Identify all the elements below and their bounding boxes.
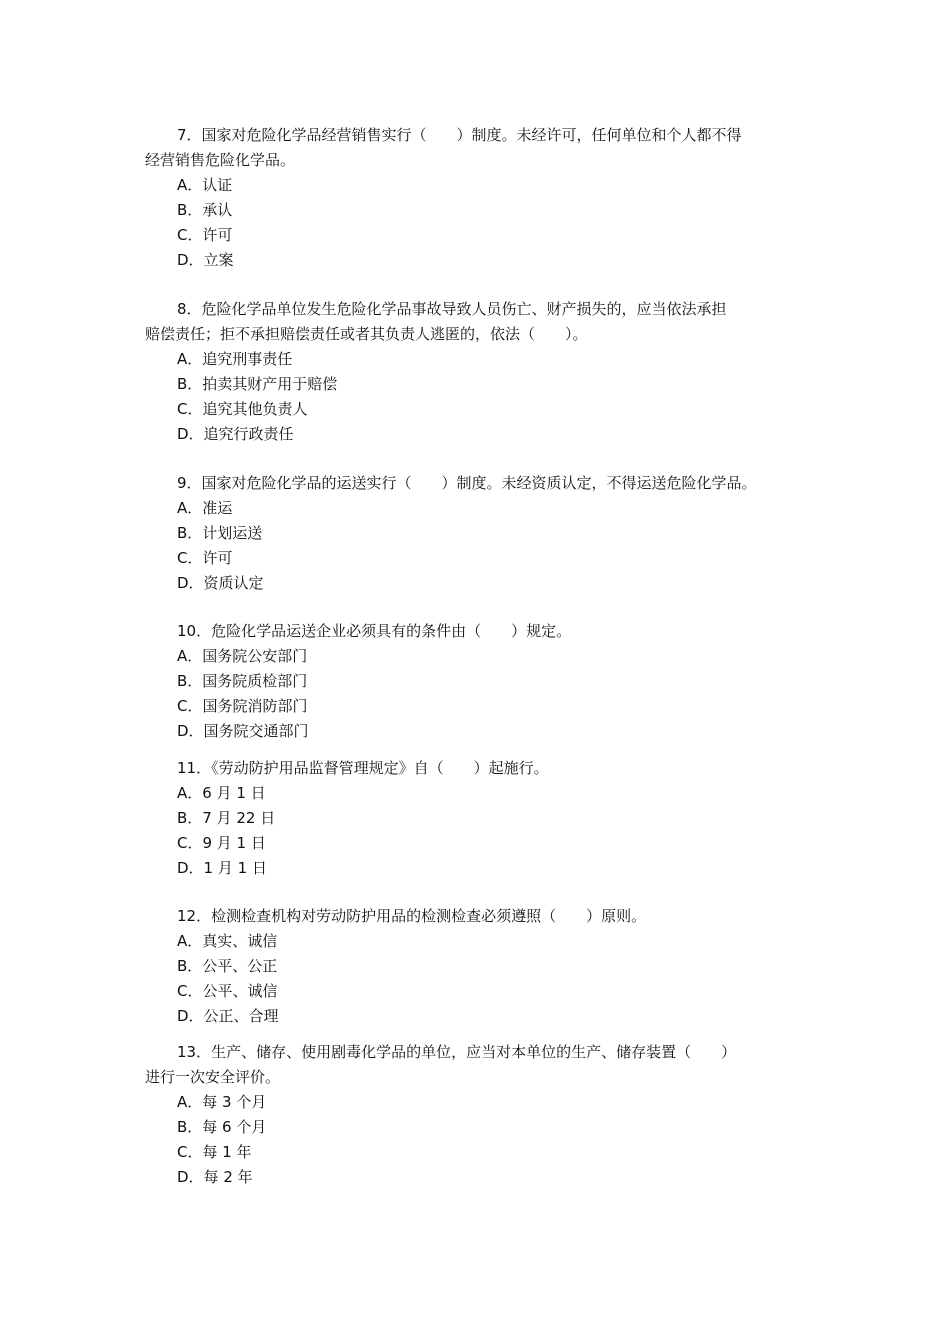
question-stem-line: 11．《劳动防护用品监督管理规定》自（ ）起施行。: [177, 759, 549, 777]
option-a: A．每 3 个月: [177, 1093, 267, 1111]
option-c: C．国务院消防部门: [177, 697, 308, 715]
option-a: A．追究刑事责任: [177, 350, 293, 368]
option-b: B．每 6 个月: [177, 1118, 267, 1136]
option-d: D．资质认定: [177, 574, 264, 592]
option-d: D．每 2 年: [177, 1168, 253, 1186]
option-c: C．每 1 年: [177, 1143, 252, 1161]
option-a: A．6 月 1 日: [177, 784, 266, 802]
option-c: C．9 月 1 日: [177, 834, 266, 852]
option-c: C．公平、诚信: [177, 982, 278, 1000]
option-b: B．计划运送: [177, 524, 263, 542]
option-a: A．认证: [177, 176, 233, 194]
option-d: D．公正、合理: [177, 1007, 279, 1025]
option-d: D．国务院交通部门: [177, 722, 309, 740]
question-stem-line: 13．生产、储存、使用剧毒化学品的单位，应当对本单位的生产、储存装置（ ）: [177, 1043, 737, 1061]
question-stem-line: 12．检测检查机构对劳动防护用品的检测检查必须遵照（ ）原则。: [177, 907, 647, 925]
option-a: A．国务院公安部门: [177, 647, 308, 665]
option-a: A．准运: [177, 499, 233, 517]
question-stem-line: 8．危险化学品单位发生危险化学品事故导致人员伤亡、财产损失的，应当依法承担: [177, 300, 727, 318]
question-stem-line: 9．国家对危险化学品的运送实行（ ）制度。未经资质认定，不得运送危险化学品。: [177, 474, 757, 492]
question-stem-line: 经营销售危险化学品。: [145, 151, 296, 169]
option-a: A．真实、诚信: [177, 932, 278, 950]
option-b: B．公平、公正: [177, 957, 278, 975]
option-b: B．拍卖其财产用于赔偿: [177, 375, 338, 393]
option-d: D．追究行政责任: [177, 425, 294, 443]
option-b: B．承认: [177, 201, 233, 219]
question-stem-line: 7．国家对危险化学品经营销售实行（ ）制度。未经许可，任何单位和个人都不得: [177, 126, 742, 144]
option-d: D．立案: [177, 251, 234, 269]
option-d: D．1 月 1 日: [177, 859, 267, 877]
option-b: B．7 月 22 日: [177, 809, 276, 827]
option-c: C．追究其他负责人: [177, 400, 308, 418]
question-stem-line: 进行一次安全评价。: [145, 1068, 281, 1086]
option-b: B．国务院质检部门: [177, 672, 308, 690]
question-stem-line: 赔偿责任；拒不承担赔偿责任或者其负责人逃匿的，依法（ ）。: [145, 325, 588, 343]
option-c: C．许可: [177, 226, 233, 244]
option-c: C．许可: [177, 549, 233, 567]
question-stem-line: 10．危险化学品运送企业必须具有的条件由（ ）规定。: [177, 622, 572, 640]
